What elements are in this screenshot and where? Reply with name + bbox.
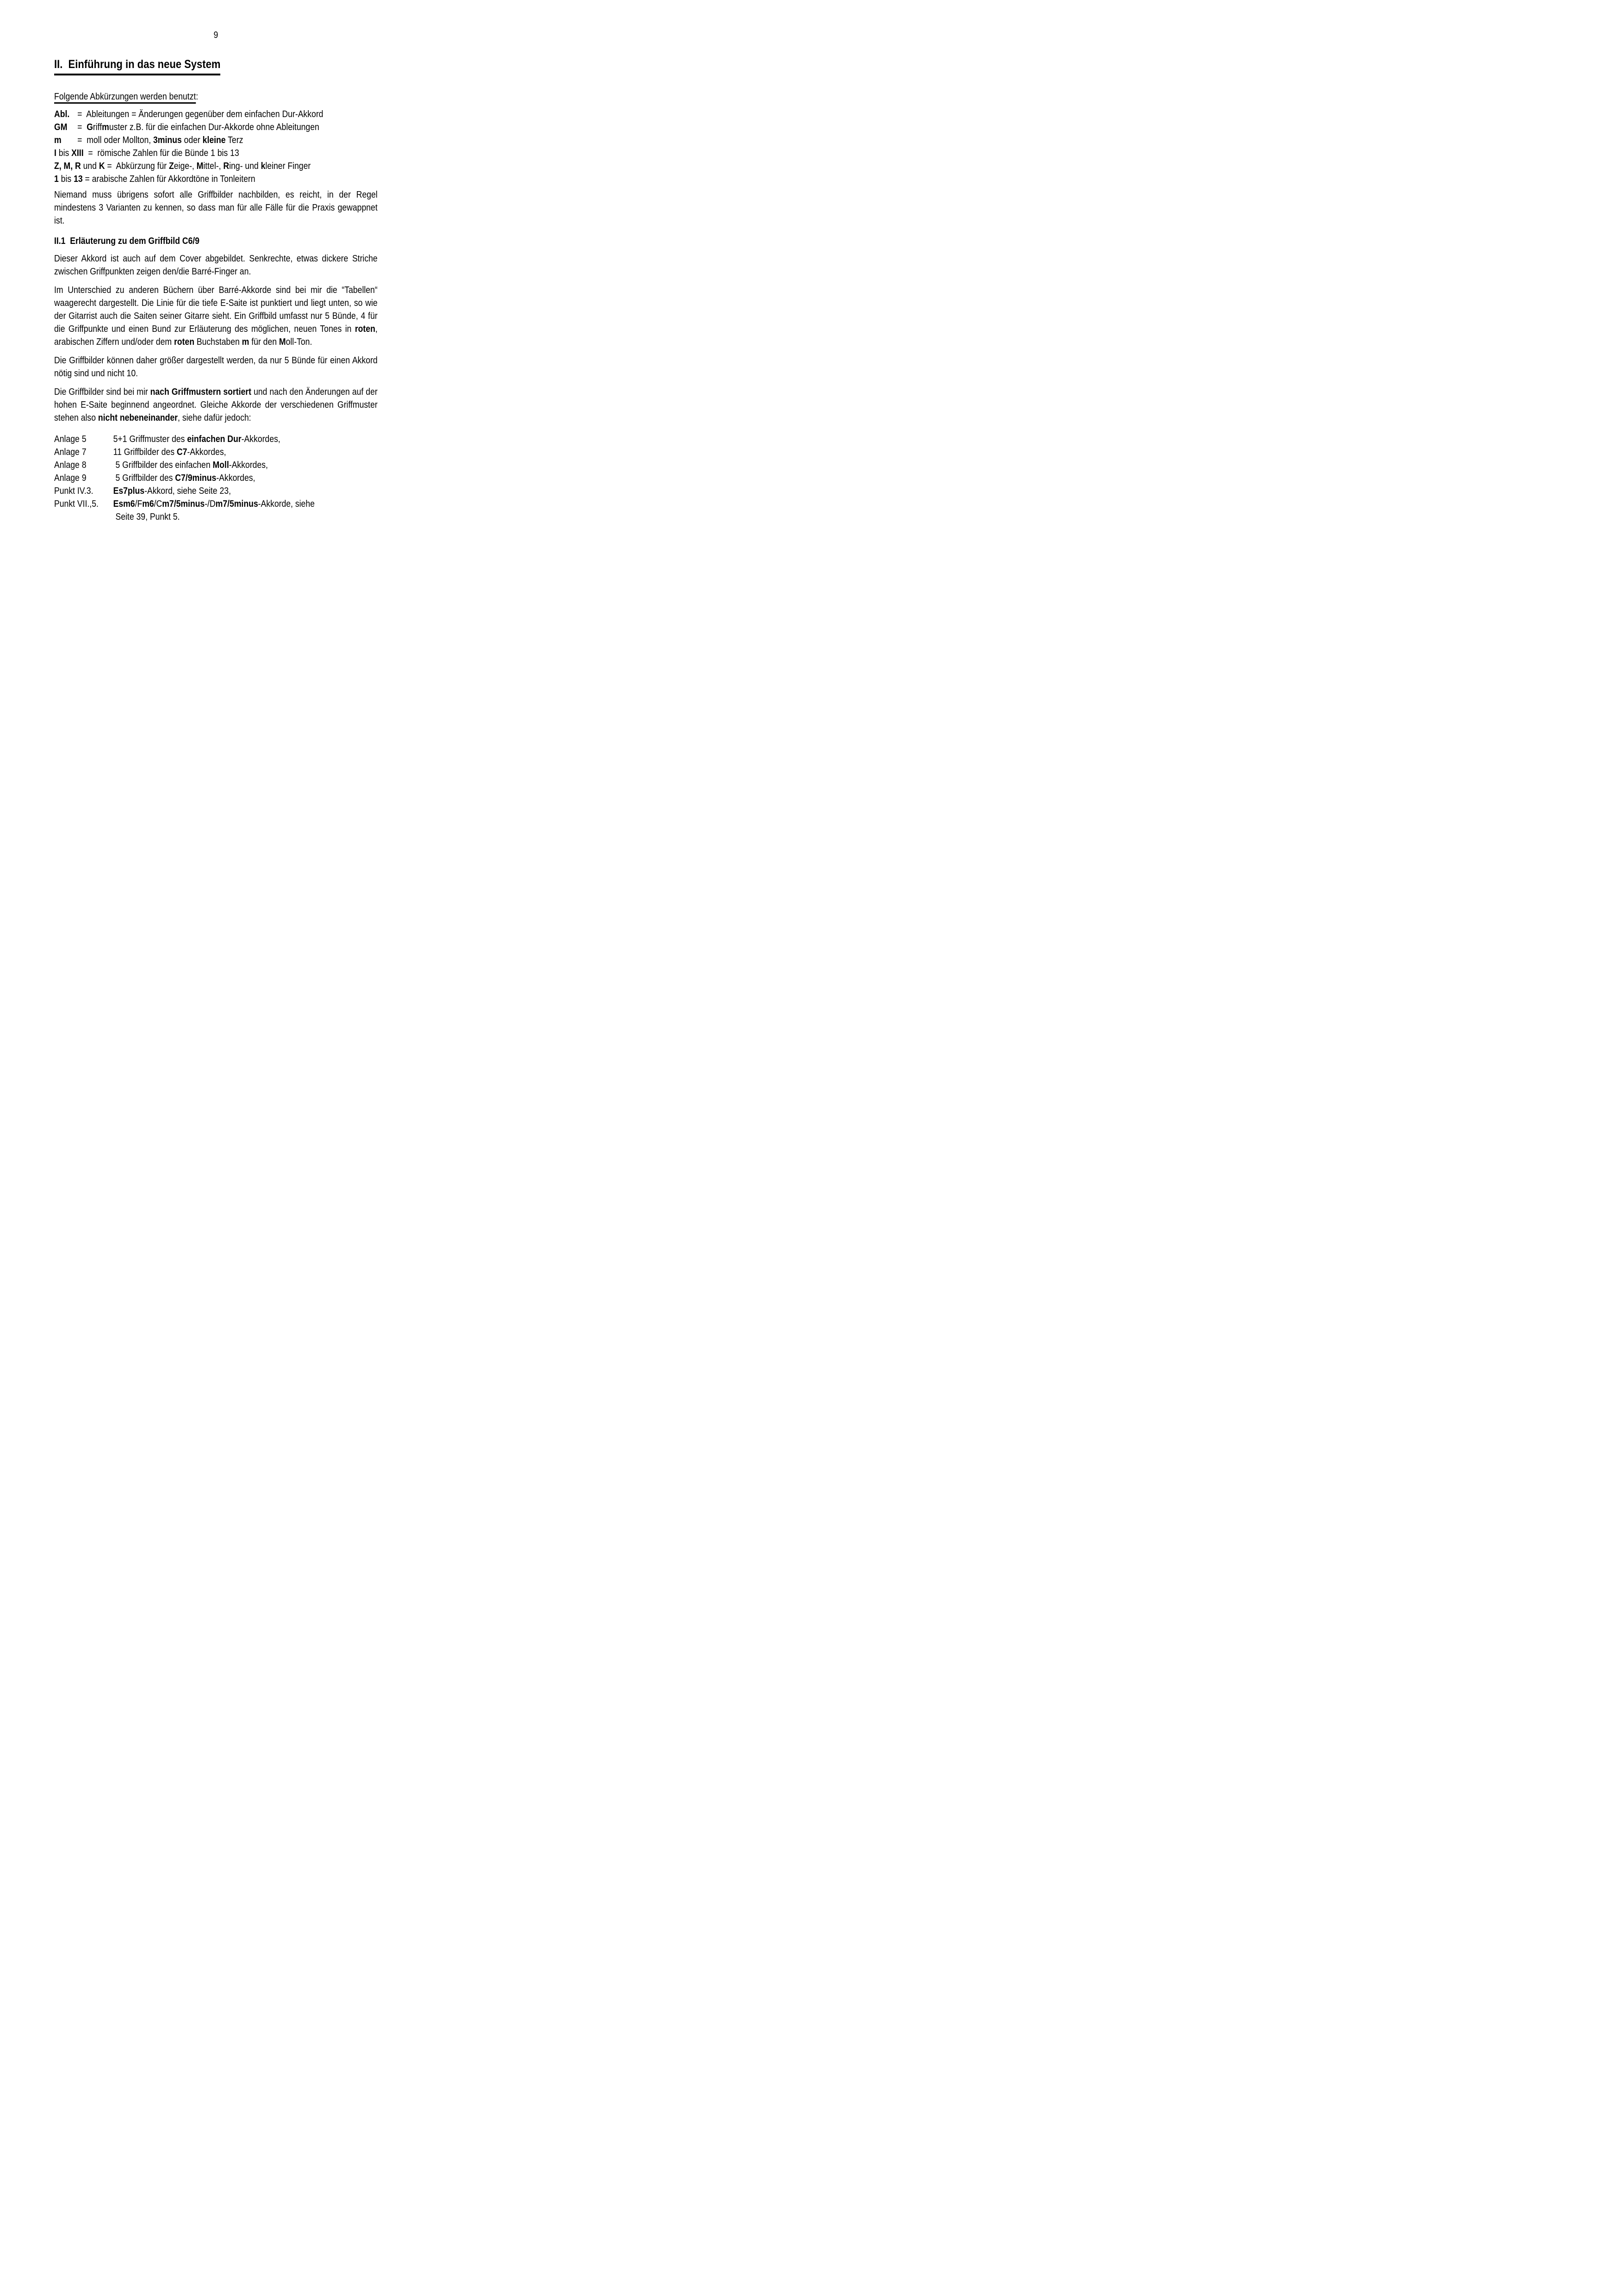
- text-run: = arabische Zahlen für Akkordtöne in Tonleitern: [82, 174, 255, 184]
- text-run: M: [196, 161, 204, 171]
- text-run: 1: [54, 174, 59, 184]
- text-run: 11 Griffbilder des: [113, 447, 177, 457]
- text-run: 5+1 Griffmuster des: [113, 434, 187, 444]
- chapter-heading-text: II. Einführung in das neue System: [54, 56, 220, 75]
- reference-label: Anlage 8: [54, 460, 87, 470]
- page-number: 9: [213, 30, 218, 40]
- text-run: = römische Zahlen für die Bünde 1 bis 13: [83, 148, 239, 158]
- abbreviation-term: [54, 121, 77, 134]
- abbreviation-definition: [83, 174, 255, 184]
- section-heading: II.1 Erläuterung zu dem Griffbild C6/9: [54, 236, 199, 246]
- text-run: =: [77, 122, 87, 132]
- text-run: nicht nebeneinander: [98, 413, 178, 423]
- text-run: nach Griffmustern sortiert: [150, 387, 251, 397]
- text-run: riff: [93, 122, 102, 132]
- abbreviation-term: [54, 161, 105, 171]
- text-run: -/D: [205, 499, 216, 509]
- abbreviations-lead-text: Folgende Abkürzungen werden benutzt: [54, 92, 196, 104]
- text-run: ing- und: [229, 161, 261, 171]
- abbreviation-definition: [84, 148, 239, 158]
- abbreviation-term: [54, 108, 77, 121]
- text-run: oll-Ton.: [286, 337, 312, 347]
- reference-row: [54, 472, 378, 485]
- reference-description: [113, 486, 231, 496]
- reference-row: [54, 446, 378, 459]
- reference-row: [54, 485, 378, 498]
- text-run: -Akkordes,: [229, 460, 268, 470]
- abbreviation-line: [54, 147, 378, 160]
- text-run: m: [242, 337, 249, 347]
- paragraph-sortierung: [54, 386, 378, 424]
- reference-description: [113, 434, 280, 444]
- reference-row: [54, 459, 378, 472]
- abbreviation-term: [54, 174, 83, 184]
- text-run: Es7plus: [113, 486, 145, 496]
- text-run: 5 Griffbilder des einfachen: [113, 460, 213, 470]
- text-run: = Abkürzung für: [105, 161, 169, 171]
- paragraph-groesser: [54, 354, 378, 380]
- text-run: Seite 39, Punkt 5.: [113, 512, 180, 522]
- text-run: = moll oder Mollton,: [77, 135, 154, 145]
- text-run: , siehe dafür jedoch:: [178, 413, 251, 423]
- text-run: für den: [249, 337, 279, 347]
- text-run: R: [223, 161, 230, 171]
- text-run: bis: [56, 148, 72, 158]
- chapter-heading: [54, 56, 378, 75]
- text-run: eige-,: [174, 161, 197, 171]
- paragraph-unterschied: [54, 284, 378, 348]
- abbreviation-term: [54, 148, 84, 158]
- abbreviation-line: [54, 108, 378, 121]
- text-run: m6: [142, 499, 154, 509]
- reference-description: [113, 447, 226, 457]
- text-run: C7/9minus: [175, 473, 217, 483]
- abbreviations-lead: [54, 90, 378, 103]
- text-run: leiner Finger: [265, 161, 311, 171]
- text-run: 5 Griffbilder des: [113, 473, 175, 483]
- text-run: -Akkordes,: [216, 473, 255, 483]
- text-run: uster z.B. für die einfachen Dur-Akkorde ohne Ableitungen: [109, 122, 319, 132]
- text-run: , arabischen Ziffern und/oder dem: [54, 324, 378, 347]
- text-run: XIII: [71, 148, 84, 158]
- text-run: GM: [54, 122, 68, 132]
- text-run: Im Unterschied zu anderen Büchern über Barré-Akkorde sind bei mir die “Tabellen“ waagerecht dargestellt. Die Linie für die tiefe E-Saite ist punktiert und liegt unten, so wie der Gitarrist auch die Saiten seiner Gitarre sieht. Ein Griffbild umfasst nur 5 Bünde, 4 für die Griffpunkte und einen Bund zur Erläuterung des möglichen, neuen Tones in: [54, 285, 378, 334]
- text-run: Esm6: [113, 499, 135, 509]
- text-run: Die Griffbilder können daher größer dargestellt werden, da nur 5 Bünde für einen Akkord nötig sind und nicht 10.: [54, 355, 378, 379]
- text-run: m7/5minus: [162, 499, 205, 509]
- abbreviation-definition: [105, 161, 311, 171]
- reference-label: Anlage 5: [54, 434, 87, 444]
- text-run: Niemand muss übrigens sofort alle Griffbilder nachbilden, es reicht, in der Regel mindestens 3 Varianten zu kennen, so dass man für alle Fälle für die Praxis gewappnet ist.: [54, 190, 378, 226]
- text-run: 3minus: [153, 135, 182, 145]
- text-run: bis: [58, 174, 74, 184]
- abbreviation-term: [54, 134, 77, 147]
- text-run: Terz: [225, 135, 243, 145]
- reference-description: [113, 499, 315, 509]
- text-run: m7/5minus: [215, 499, 258, 509]
- text-run: -Akkorde, siehe: [258, 499, 315, 509]
- text-run: Z, M, R: [54, 161, 81, 171]
- abbreviation-line: [54, 160, 378, 173]
- text-run: Buchstaben: [194, 337, 242, 347]
- text-run: k: [261, 161, 266, 171]
- text-run: C7: [176, 447, 187, 457]
- text-run: M: [279, 337, 286, 347]
- reference-description: [113, 512, 180, 522]
- reference-row: [54, 498, 378, 510]
- text-run: einfachen Dur: [187, 434, 242, 444]
- reference-description: [113, 460, 268, 470]
- text-run: Z: [168, 161, 174, 171]
- reference-label: Punkt VII.,5.: [54, 499, 99, 509]
- abbreviation-definition: [77, 122, 319, 132]
- text-run: Moll: [212, 460, 229, 470]
- reference-row: [54, 510, 378, 523]
- text-run: I: [54, 148, 56, 158]
- text-run: /F: [135, 499, 143, 509]
- text-run: Abl.: [54, 109, 70, 119]
- reference-list: [54, 433, 378, 523]
- abbreviation-line: [54, 173, 378, 186]
- abbreviations-list: [54, 108, 378, 186]
- reference-description: [113, 473, 255, 483]
- abbreviation-definition: [77, 135, 243, 145]
- text-run: -Akkordes,: [187, 447, 226, 457]
- abbreviation-line: [54, 121, 378, 134]
- text-run: -Akkord, siehe Seite 23,: [144, 486, 231, 496]
- text-run: oder: [181, 135, 203, 145]
- text-run: roten: [174, 337, 194, 347]
- text-run: = Ableitungen = Änderungen gegenüber dem einfachen Dur-Akkord: [77, 109, 324, 119]
- reference-label: Anlage 7: [54, 447, 87, 457]
- paragraph-niemand: [54, 188, 378, 227]
- text-run: und: [81, 161, 99, 171]
- reference-label: Punkt IV.3.: [54, 486, 93, 496]
- abbreviation-line: [54, 134, 378, 147]
- text-run: -Akkordes,: [241, 434, 280, 444]
- text-run: m: [54, 135, 62, 145]
- text-run: m: [102, 122, 109, 132]
- text-run: ittel-,: [203, 161, 224, 171]
- reference-row: [54, 433, 378, 446]
- page-content: [54, 29, 378, 523]
- paragraph-cover: [54, 252, 378, 278]
- text-run: G: [87, 122, 93, 132]
- text-run: 13: [74, 174, 83, 184]
- text-run: Die Griffbilder sind bei mir: [54, 387, 150, 397]
- text-run: Dieser Akkord ist auch auf dem Cover abgebildet. Senkrechte, etwas dickere Striche zwischen Griffpunkten zeigen den/die Barré-Finger an.: [54, 254, 378, 277]
- reference-label: Anlage 9: [54, 473, 87, 483]
- abbreviation-definition: [77, 109, 323, 119]
- text-run: roten: [355, 324, 375, 334]
- text-run: /C: [154, 499, 162, 509]
- text-run: kleine: [202, 135, 226, 145]
- document-page: [0, 0, 404, 574]
- abbreviations-lead-colon: :: [196, 92, 199, 102]
- text-run: K: [99, 161, 105, 171]
- text-run: und nach den Änderungen auf der hohen E-Saite beginnend angeordnet. Gleiche Akkorde der verschiedenen Griffmuster stehen also: [54, 387, 378, 423]
